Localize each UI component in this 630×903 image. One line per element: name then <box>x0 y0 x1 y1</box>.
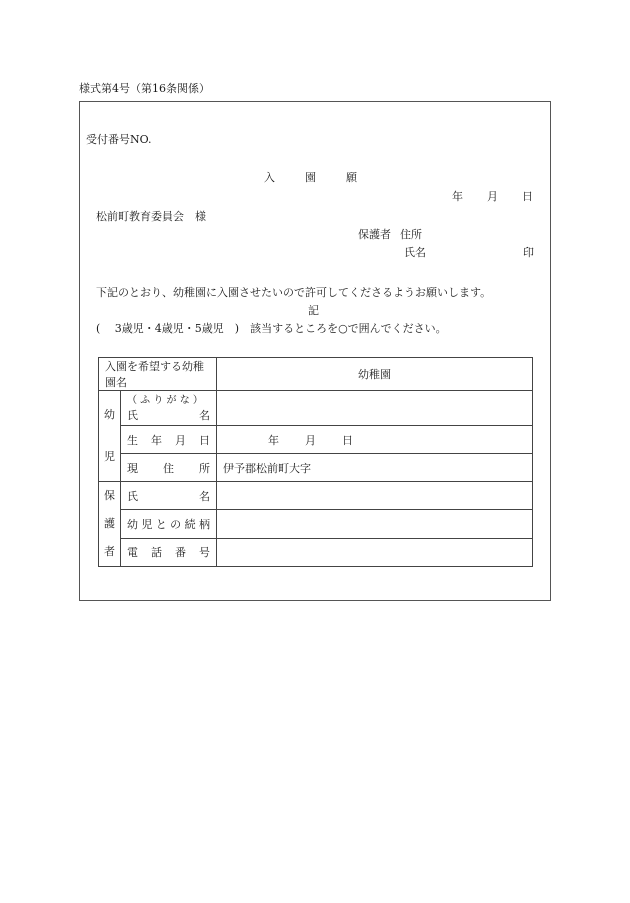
title-char: 願 <box>346 171 357 184</box>
guardian-name-label: 氏 名 <box>121 482 217 510</box>
application-table <box>98 357 533 567</box>
guardian-name-field[interactable] <box>217 482 533 510</box>
table-row <box>99 391 533 426</box>
date-day: 日 <box>522 190 533 203</box>
form-title <box>264 169 357 185</box>
relation-field[interactable] <box>217 510 533 538</box>
receipt-number-label: 受付番号NO. <box>86 133 152 146</box>
table-row <box>99 358 533 391</box>
current-address-field[interactable] <box>217 454 533 482</box>
school-name-field[interactable] <box>217 358 533 391</box>
birth-date-label: 生 年 月 日 <box>121 426 217 454</box>
application-date <box>452 188 533 204</box>
current-address-label: 現 住 所 <box>121 454 217 482</box>
guardian-address-line <box>358 226 422 242</box>
guardian-label: 保護者 <box>358 228 391 241</box>
child-group-label: 幼 児 <box>99 391 121 482</box>
school-header-cell: 入園を希望する幼稚園名 <box>99 358 217 391</box>
title-char: 園 <box>305 171 316 184</box>
address-prefix: 伊予郡松前町大字 <box>223 461 311 475</box>
table-row <box>99 454 533 482</box>
birth-date-field[interactable]: 年 月 日 <box>217 426 533 454</box>
table-row <box>99 482 533 510</box>
relation-label: 幼 児 と の 続 柄 <box>121 510 217 538</box>
addressee: 松前町教育委員会 様 <box>96 210 206 223</box>
request-statement: 下記のとおり、幼稚園に入園させたいので許可してくださるようお願いします。 <box>96 286 492 299</box>
ki-heading: 記 <box>308 304 319 317</box>
child-name-field[interactable] <box>217 391 533 426</box>
child-name-label: （ ふ り が な ） 氏 名 <box>121 391 217 426</box>
address-label: 住所 <box>400 228 422 241</box>
phone-label: 電 話 番 号 <box>121 538 217 566</box>
title-char: 入 <box>264 171 275 184</box>
seal-mark: 印 <box>523 246 534 259</box>
school-suffix: 幼稚園 <box>358 368 391 381</box>
date-month: 月 <box>487 190 498 203</box>
furigana-label: （ ふ り が な ） <box>127 394 203 406</box>
age-selection-line: ( 3歳児・4歳児・5歳児 ) 該当するところを○で囲んでください。 <box>96 322 447 335</box>
table-row <box>99 426 533 454</box>
phone-field[interactable] <box>217 538 533 566</box>
guardian-group-label: 保 護 者 <box>99 482 121 567</box>
guardian-name-label: 氏名 <box>404 246 426 259</box>
table-row <box>99 510 533 538</box>
date-year: 年 <box>452 190 463 203</box>
form-number: 様式第4号（第16条関係） <box>79 82 210 95</box>
table-row <box>99 538 533 566</box>
